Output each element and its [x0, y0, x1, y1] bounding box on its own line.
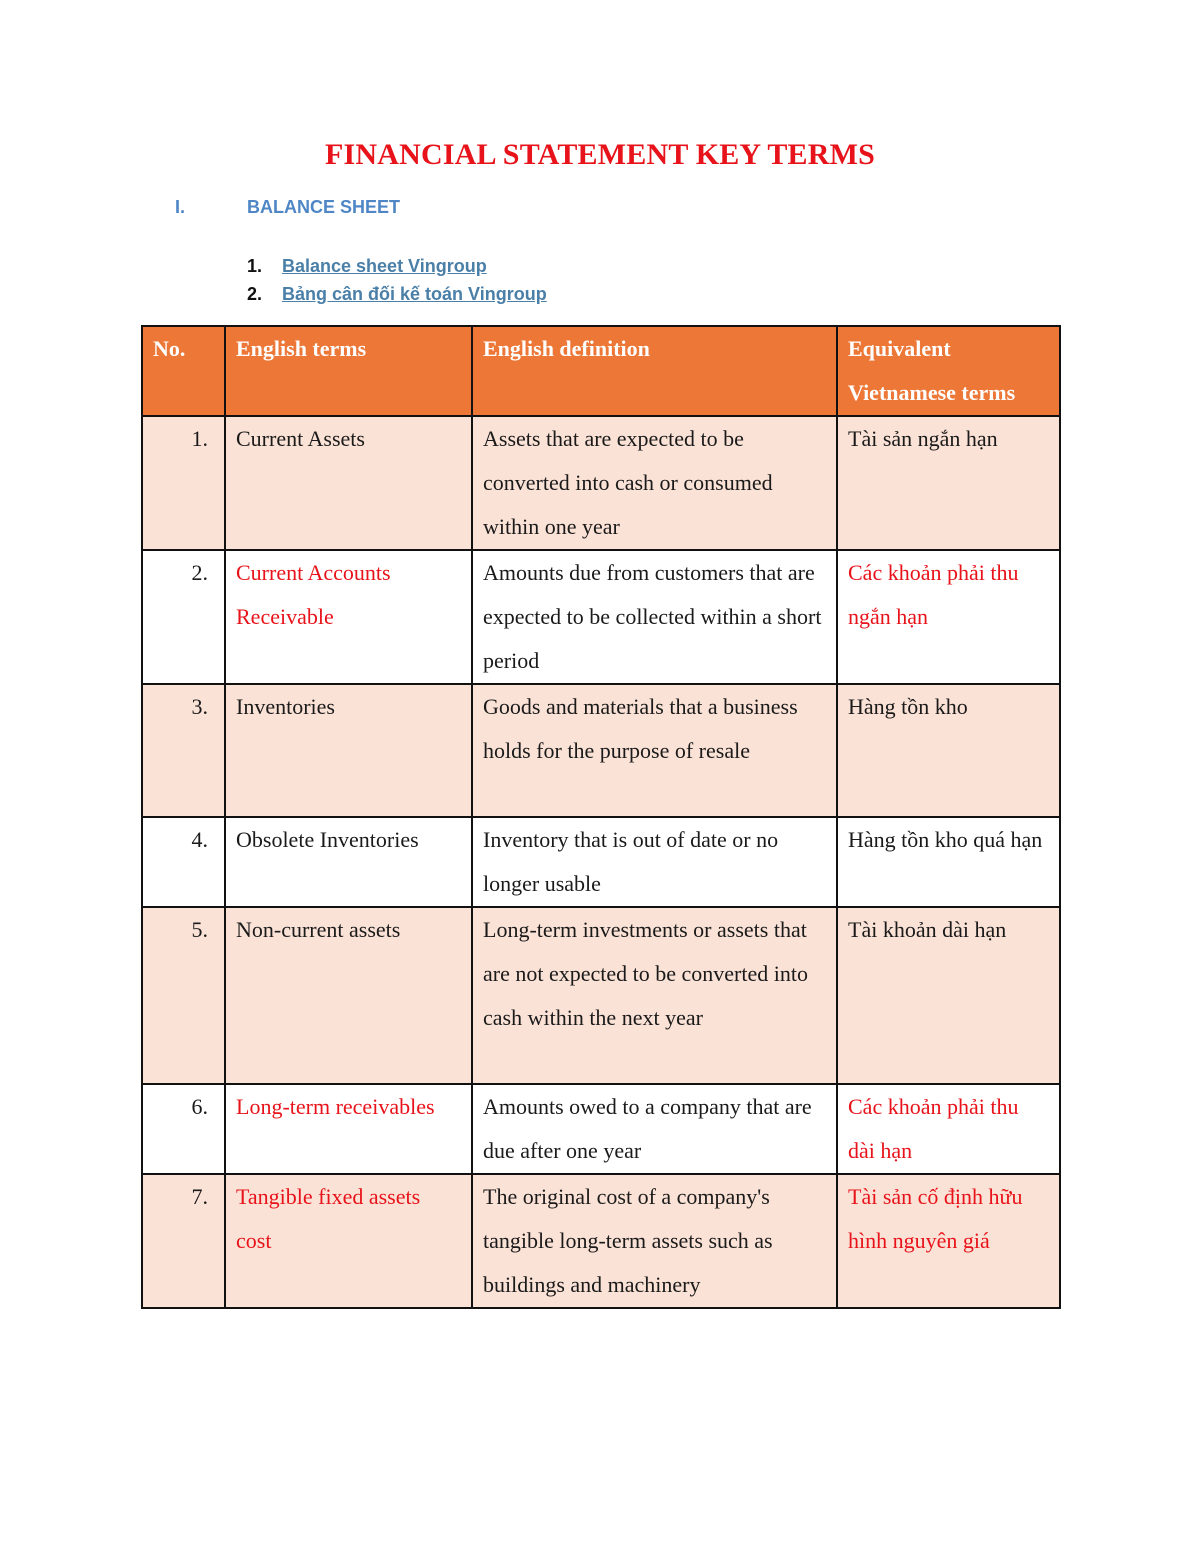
cell-definition: Amounts due from customers that are expected to be collected within a short period — [472, 550, 837, 684]
cell-no: 4. — [142, 817, 225, 907]
cell-definition: Long-term investments or assets that are not expected to be converted into cash within the next year — [472, 907, 837, 1084]
table-row — [142, 907, 1060, 1084]
bang-can-doi-ke-toan-link[interactable]: Bảng cân đối kế toán Vingroup — [282, 284, 547, 304]
cell-no: 7. — [142, 1174, 225, 1308]
cell-no: 3. — [142, 684, 225, 817]
cell-english-term: Non-current assets — [225, 907, 472, 1084]
cell-definition: The original cost of a company's tangible long-term assets such as buildings and machinery — [472, 1174, 837, 1308]
table-header-row — [142, 326, 1060, 416]
cell-definition: Assets that are expected to be converted into cash or consumed within one year — [472, 416, 837, 550]
cell-no: 6. — [142, 1084, 225, 1174]
cell-definition: Amounts owed to a company that are due after one year — [472, 1084, 837, 1174]
cell-definition: Goods and materials that a business holds for the purpose of resale — [472, 684, 837, 817]
section-number: I. — [175, 197, 186, 217]
cell-vietnamese-term: Tài sản cố định hữu hình nguyên giá — [837, 1174, 1060, 1308]
table-row — [142, 1174, 1060, 1308]
header-english-definition: English definition — [472, 326, 837, 416]
section-heading — [175, 197, 400, 218]
link-number: 1. — [247, 256, 263, 276]
cell-english-term: Tangible fixed assets cost — [225, 1174, 472, 1308]
cell-english-term: Current Accounts Receivable — [225, 550, 472, 684]
header-vietnamese-terms: Equivalent Vietnamese terms — [837, 326, 1060, 416]
cell-vietnamese-term: Các khoản phải thu ngắn hạn — [837, 550, 1060, 684]
cell-english-term: Obsolete Inventories — [225, 817, 472, 907]
table-row — [142, 684, 1060, 817]
cell-english-term: Long-term receivables — [225, 1084, 472, 1174]
balance-sheet-vingroup-link[interactable]: Balance sheet Vingroup — [282, 256, 487, 276]
link-item — [247, 252, 547, 280]
link-list — [247, 252, 547, 308]
cell-no: 2. — [142, 550, 225, 684]
cell-vietnamese-term: Tài sản ngắn hạn — [837, 416, 1060, 550]
section-title: BALANCE SHEET — [247, 197, 401, 217]
cell-vietnamese-term: Tài khoản dài hạn — [837, 907, 1060, 1084]
terms-table — [141, 325, 1061, 1309]
cell-definition: Inventory that is out of date or no longer usable — [472, 817, 837, 907]
table-row — [142, 1084, 1060, 1174]
table-row — [142, 416, 1060, 550]
cell-english-term: Current Assets — [225, 416, 472, 550]
cell-vietnamese-term: Hàng tồn kho — [837, 684, 1060, 817]
cell-vietnamese-term: Các khoản phải thu dài hạn — [837, 1084, 1060, 1174]
cell-vietnamese-term: Hàng tồn kho quá hạn — [837, 817, 1060, 907]
link-item — [247, 280, 547, 308]
cell-no: 5. — [142, 907, 225, 1084]
cell-english-term: Inventories — [225, 684, 472, 817]
table-row — [142, 550, 1060, 684]
header-no: No. — [142, 326, 225, 416]
header-english-terms: English terms — [225, 326, 472, 416]
cell-no: 1. — [142, 416, 225, 550]
table-row — [142, 817, 1060, 907]
page-title: FINANCIAL STATEMENT KEY TERMS — [324, 138, 876, 171]
link-number: 2. — [247, 284, 263, 304]
